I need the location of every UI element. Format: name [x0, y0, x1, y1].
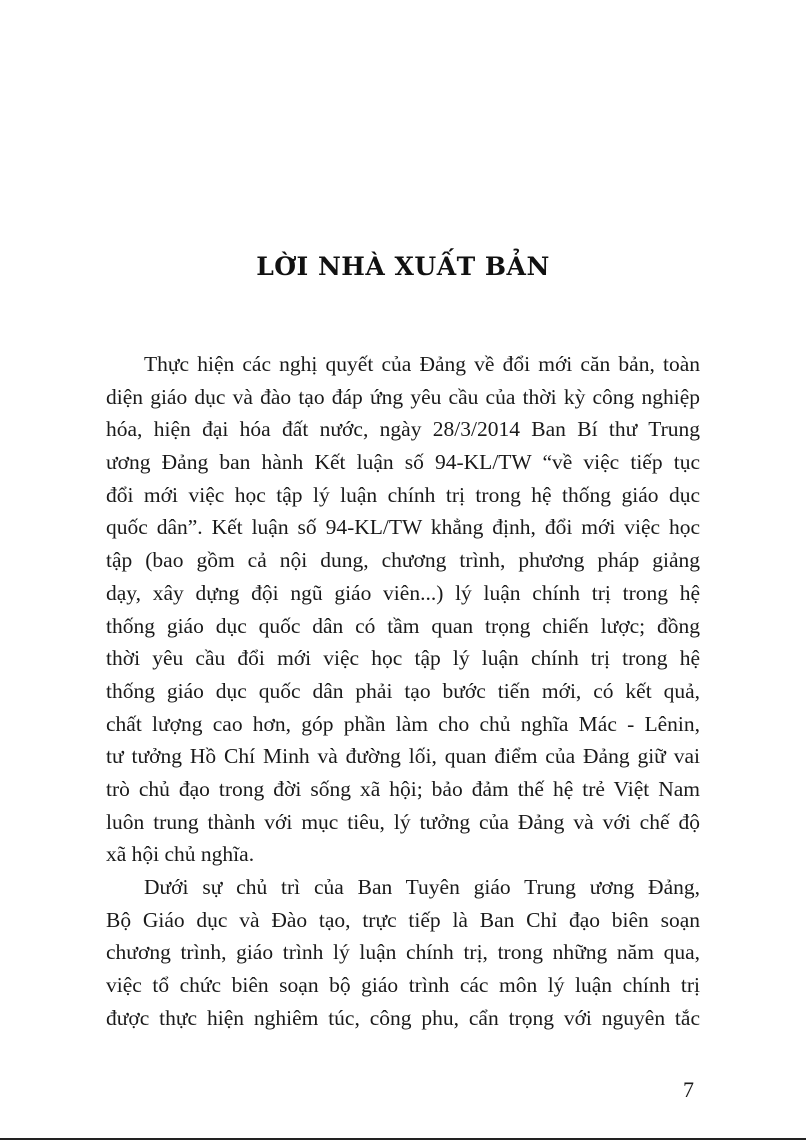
text-line: tập (bao gồm cả nội dung, chương trình, phương pháp giảng — [106, 548, 700, 573]
text-line: ương Đảng ban hành Kết luận số 94-KL/TW “về việc tiếp tục — [106, 450, 700, 475]
body-text — [106, 348, 700, 1034]
text-line: đổi mới việc học tập lý luận chính trị trong hệ thống giáo dục — [106, 482, 700, 507]
text-line: thống giáo dục quốc dân phải tạo bước tiến mới, có kết quả, — [106, 678, 700, 703]
page-number: 7 — [683, 1077, 694, 1102]
text-line: thời yêu cầu đổi mới việc học tập lý luận chính trị trong hệ — [106, 646, 700, 671]
text-line: chương trình, giáo trình lý luận chính trị, trong những năm qua, — [106, 940, 700, 965]
text-line: được thực hiện nghiêm túc, công phu, cẩn trọng với nguyên tắc — [106, 1005, 700, 1030]
text-line: trò chủ đạo trong đời sống xã hội; bảo đảm thế hệ trẻ Việt Nam — [106, 776, 700, 801]
text-line: chất lượng cao hơn, góp phần làm cho chủ nghĩa Mác - Lênin, — [106, 711, 700, 736]
text-line: dạy, xây dựng đội ngũ giáo viên...) lý luận chính trị trong hệ — [106, 580, 700, 605]
text-line: thống giáo dục quốc dân có tầm quan trọng chiến lược; đồng — [106, 613, 700, 638]
text-line: xã hội chủ nghĩa. — [106, 842, 255, 867]
text-line: quốc dân”. Kết luận số 94-KL/TW khẳng định, đổi mới việc học — [106, 515, 700, 540]
text-line: hóa, hiện đại hóa đất nước, ngày 28/3/2014 Ban Bí thư Trung — [106, 417, 700, 442]
text-line: việc tổ chức biên soạn bộ giáo trình các môn lý luận chính trị — [106, 973, 700, 998]
bottom-border-line — [0, 1138, 806, 1140]
text-line: diện giáo dục và đào tạo đáp ứng yêu cầu của thời kỳ công nghiệp — [106, 384, 700, 409]
text-line: luôn trung thành với mục tiêu, lý tưởng của Đảng và với chế độ — [106, 809, 700, 834]
text-line: Bộ Giáo dục và Đào tạo, trực tiếp là Ban Chỉ đạo biên soạn — [106, 907, 700, 932]
text-line: tư tưởng Hồ Chí Minh và đường lối, quan điểm của Đảng giữ vai — [106, 744, 700, 769]
text-line: Thực hiện các nghị quyết của Đảng về đổi mới căn bản, toàn — [144, 352, 700, 376]
page-heading: LỜI NHÀ XUẤT BẢN — [256, 252, 550, 281]
text-line: Dưới sự chủ trì của Ban Tuyên giáo Trung ương Đảng, — [144, 875, 700, 899]
